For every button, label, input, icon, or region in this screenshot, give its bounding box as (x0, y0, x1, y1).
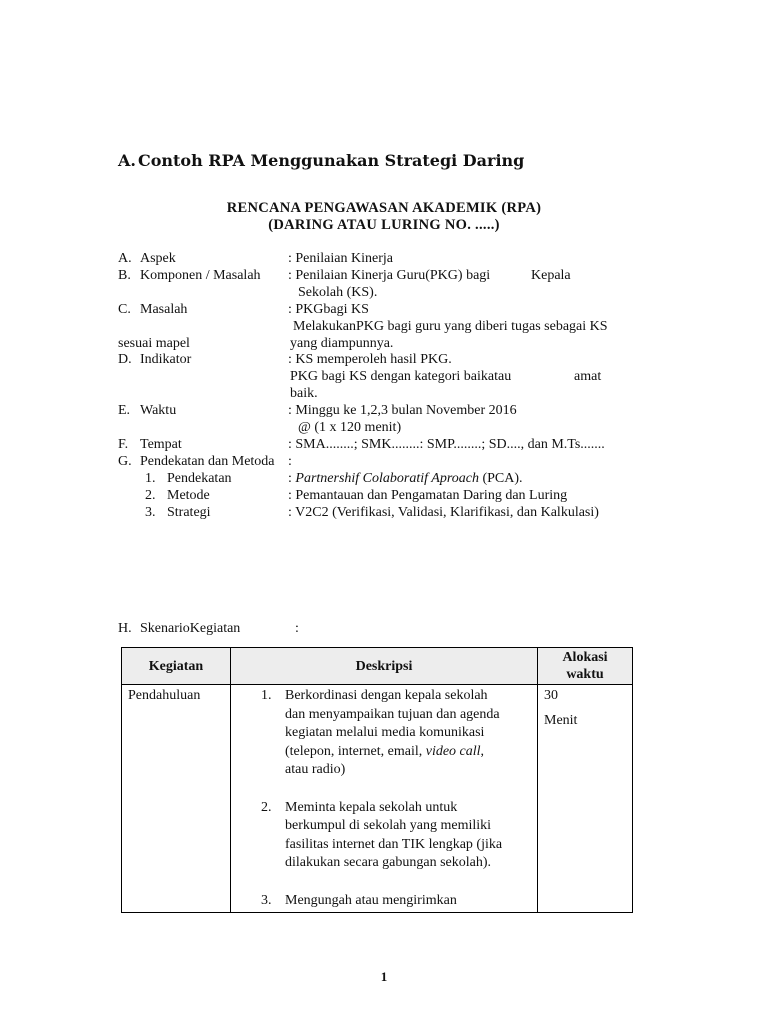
field-label-tempat: F. Tempat (118, 437, 182, 452)
section-letter: A. (118, 151, 136, 170)
field-value-indikator-cont: PKG bagi KS dengan kategori baikatau (290, 369, 512, 384)
field-label-waktu: E. Waktu (118, 403, 177, 418)
field-label-masalah: C. Masalah (118, 302, 188, 317)
kegiatan-table (121, 647, 633, 913)
field-value-pendekatan-metoda: : (288, 454, 292, 469)
field-value-komponen-cont: Sekolah (KS). (298, 285, 378, 300)
page-number: 1 (380, 969, 388, 984)
header-alokasi-waktu: Alokasi waktu (538, 648, 633, 685)
sub-value-strategi: : V2C2 (Verifikasi, Validasi, Klarifikasi, dan Kalkulasi) (288, 505, 599, 520)
sub-label-metode: 2. Metode (145, 488, 210, 503)
field-label-pendekatan-metoda: G. Pendekatan dan Metoda (118, 454, 275, 469)
list-item: 2. Meminta kepala sekolah untuk berkumpul di sekolah yang memiliki fasilitas internet dan TIK lengkap (jika dilakukan secara gabungan sekolah). (261, 799, 503, 870)
sub-value-metode: : Pemantauan dan Pengamatan Daring dan Luring (288, 488, 568, 503)
field-label-aspek: A. Aspek (118, 251, 176, 266)
cell-kegiatan: Pendahuluan (122, 685, 231, 913)
field-value-komponen-tail: Kepala (531, 268, 571, 283)
field-value-indikator-cont2: baik. (290, 386, 318, 401)
field-value-indikator-tail: amat (574, 369, 602, 384)
field-value-komponen: : Penilaian Kinerja Guru(PKG) bagi (288, 268, 491, 283)
field-value-aspek: : Penilaian Kinerja (288, 251, 393, 266)
field-label-indikator: D. Indikator (118, 352, 192, 367)
field-label-komponen: B. Komponen / Masalah (118, 268, 261, 283)
table-header-row (122, 648, 633, 685)
field-value-masalah: : PKGbagi KS (288, 302, 369, 317)
section-heading-text: Contoh RPA Menggunakan Strategi Daring (138, 151, 525, 170)
sub-label-pendekatan: 1. Pendekatan (145, 471, 232, 486)
sub-label-strategi: 3. Strategi (145, 505, 211, 520)
cell-deskripsi (231, 685, 538, 913)
field-value-waktu-cont: @ (1 x 120 menit) (298, 420, 402, 435)
document-title: RENCANA PENGAWASAN AKADEMIK (RPA) (226, 200, 542, 216)
field-value-masalah-cont2: yang diampunnya. (290, 336, 394, 351)
field-value-masalah-cont: MelakukanPKG bagi guru yang diberi tugas sebagai KS (293, 319, 608, 334)
field-value-tempat: : SMA........; SMK........: SMP........; SD...., dan M.Ts....... (288, 437, 605, 452)
sub-value-pendekatan: : Partnershif Colaboratif Aproach (PCA). (288, 471, 523, 486)
field-label-skenario: H. SkenarioKegiatan (118, 621, 241, 636)
field-value-skenario: : (295, 621, 299, 636)
field-value-indikator: : KS memperoleh hasil PKG. (288, 352, 452, 367)
alokasi-unit: Menit (544, 712, 578, 728)
field-value-waktu: : Minggu ke 1,2,3 bulan November 2016 (288, 403, 517, 418)
list-item: 3. Mengungah atau mengirimkan (261, 892, 457, 908)
header-kegiatan: Kegiatan (122, 648, 231, 685)
document-subtitle: (DARING ATAU LURING NO. .....) (268, 217, 500, 233)
table-row (122, 685, 633, 913)
header-deskripsi: Deskripsi (231, 648, 538, 685)
alokasi-value: 30 (544, 688, 558, 703)
section-heading (118, 152, 524, 169)
field-label-masalah-cont: sesuai mapel (118, 336, 190, 351)
list-item: 1. Berkordinasi dengan kepala sekolah dan menyampaikan tujuan dan agenda kegiatan melalui media komunikasi (telepon, internet, email, video call, atau radio) (261, 688, 500, 777)
cell-alokasi (538, 685, 633, 913)
